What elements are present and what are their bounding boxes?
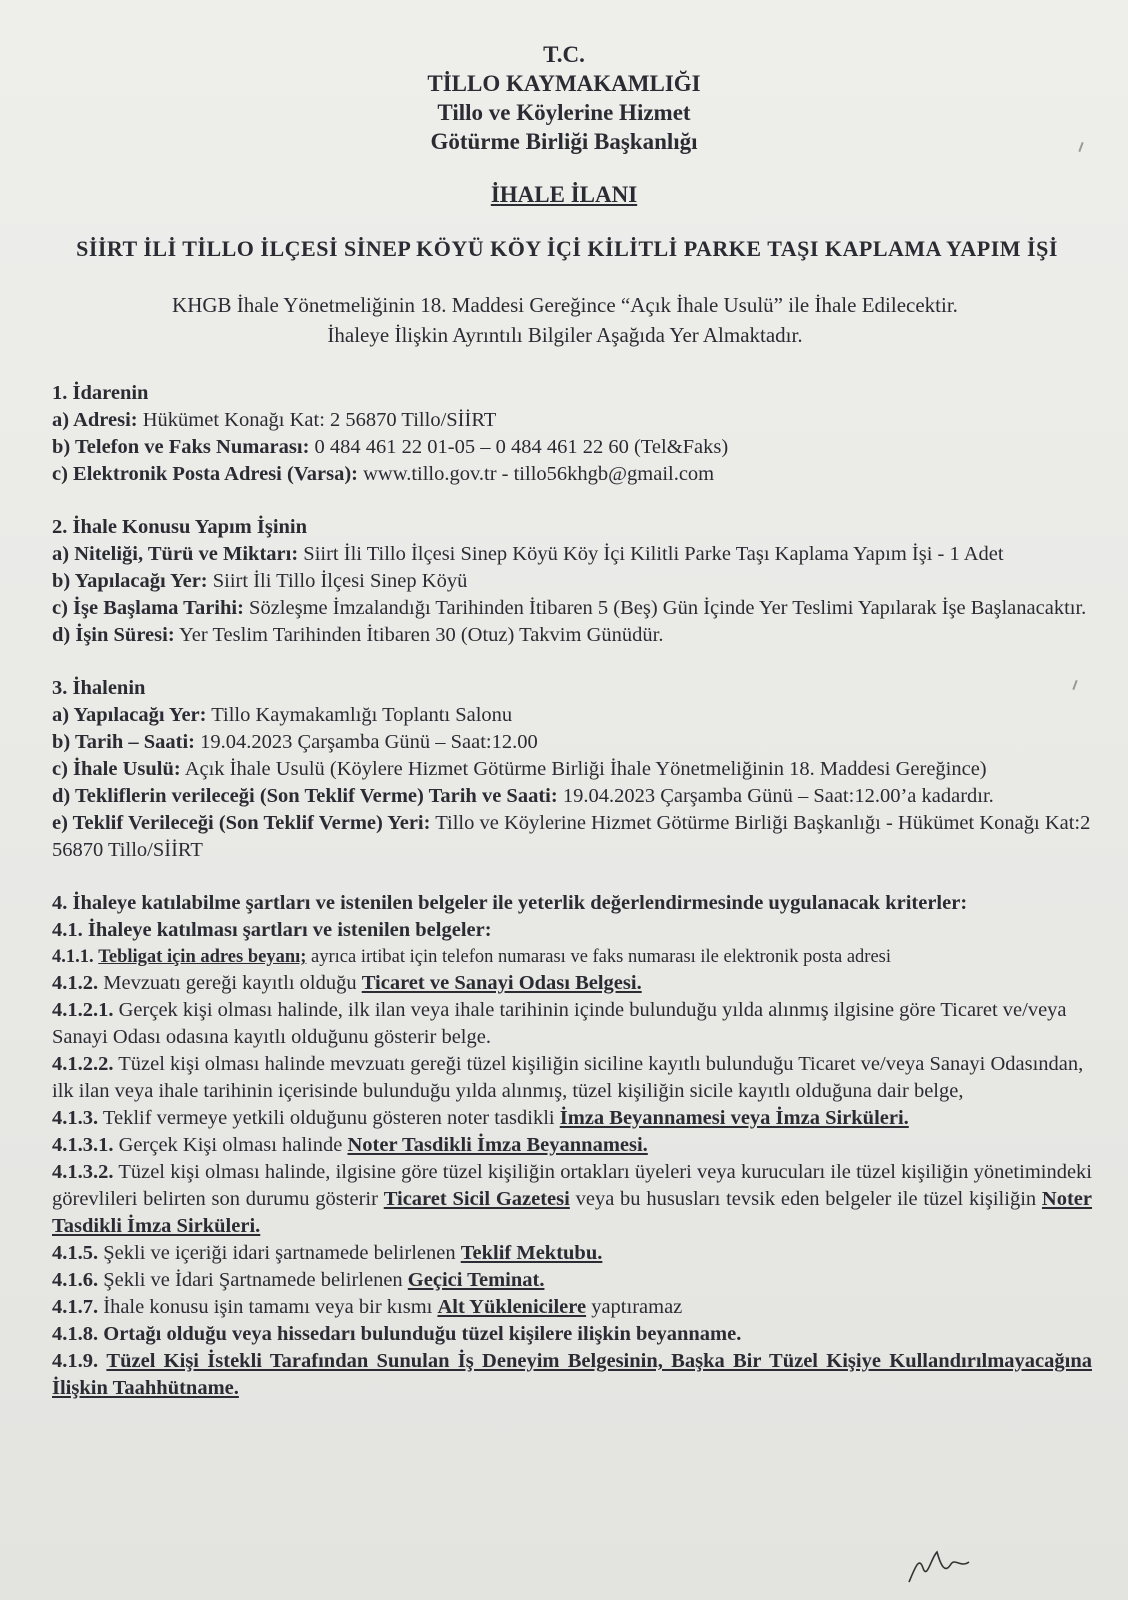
item-text: Tüzel kişi olması halinde mevzuatı gereği tüzel kişiliğin siciline kayıtlı bulunduğu Ticaret ve/veya Sanayi Odasından, ilk ilan veya ihale tarihinin içerisinde bulunduğu yılda alınmış, tüzel kişiliğin sicile kayıtlı olduğuna dair belge, (52, 1053, 1084, 1102)
s2-start-label: c) İşe Başlama Tarihi: (52, 597, 244, 619)
item-number: 4.1.8. (52, 1323, 99, 1345)
s3-datetime-label: b) Tarih – Saati: (52, 731, 195, 753)
s3-submission-label: e) Teklif Verileceği (Son Teklif Verme) Yeri: (52, 812, 431, 834)
section-3 (52, 675, 1092, 864)
letterhead-unit2: Götürme Birliği Başkanlığı (430, 129, 698, 154)
intro-line-1: KHGB İhale Yönetmeliğinin 18. Maddesi Gereğince “Açık İhale Usulü” ile İhale Edilecektir. (172, 293, 958, 317)
s3-place-value: Tillo Kaymakamlığı Toplantı Salonu (206, 704, 513, 726)
intro-line-2: İhaleye İlişkin Ayrıntılı Bilgiler Aşağıda Yer Almaktadır. (327, 323, 803, 347)
section-3-heading: 3. İhalenin (52, 677, 146, 699)
item-text: Gerçek kişi olması halinde, ilk ilan veya ihale tarihinin içinde bulunduğu yılda alınmış ilgisine göre Ticaret ve/veya Sanayi Odası odasına kayıtlı olduğunu gösterir belge. (52, 999, 1067, 1048)
s2-duration-label: d) İşin Süresi: (52, 624, 175, 646)
item-4-1-3 (52, 1105, 1092, 1132)
item-text: İhale konusu işin tamamı veya bir kısmı (98, 1296, 438, 1318)
item-4-1-6 (52, 1267, 1092, 1294)
item-underlined: Tebligat için adres beyanı; (98, 947, 307, 967)
section-1 (52, 380, 1092, 488)
item-text: veya bu hususları tevsik eden belgeler ile tüzel kişiliğin (569, 1188, 1042, 1210)
item-4-1-8 (52, 1321, 1092, 1348)
item-number: 4.1.6. (52, 1269, 99, 1291)
s1-email-label: c) Elektronik Posta Adresi (Varsa): (52, 463, 358, 485)
item-4-1-2 (52, 970, 1092, 997)
item-4-1-1 (52, 944, 1092, 970)
item-text: yaptıramaz (586, 1296, 683, 1318)
section-2-heading: 2. İhale Konusu Yapım İşinin (52, 516, 308, 538)
s3-submission-place (52, 810, 1092, 864)
s1-phone-value: 0 484 461 22 01-05 – 0 484 461 22 60 (Tel&Faks) (309, 436, 729, 458)
item-number: 4.1.3.1. (52, 1134, 114, 1156)
item-4-1-7 (52, 1294, 1092, 1321)
item-underlined: Alt Yüklenicilere (437, 1296, 587, 1318)
s3-deadline-label: d) Tekliflerin verileceği (Son Teklif Verme) Tarih ve Saati: (52, 785, 558, 807)
item-underlined: İmza Beyannamesi veya İmza Sirküleri. (559, 1107, 909, 1129)
item-underlined: Ticaret ve Sanayi Odası Belgesi. (361, 972, 642, 994)
item-text: ayrıca irtibat için telefon numarası ve faks numarası ile elektronik posta adresi (306, 947, 891, 967)
s2-place (52, 568, 1092, 595)
item-text: Tüzel kişi olması halinde, ilgisine göre tüzel kişiliğin ortakları üyeleri veya kurucuları ile tüzel kişiliğin yönetimindeki görevlileri belirten son durumu gösterir (52, 1161, 1092, 1210)
s2-nature-label: a) Niteliği, Türü ve Miktarı: (52, 543, 299, 565)
item-number: 4.1.7. (52, 1296, 99, 1318)
s1-phone (52, 434, 1092, 461)
s3-place-label: a) Yapılacağı Yer: (52, 704, 207, 726)
signature-mark (905, 1538, 975, 1588)
s3-deadline-value: 19.04.2023 Çarşamba Günü – Saat:12.00’a kadardır. (557, 785, 994, 807)
s2-place-value: Siirt İli Tillo İlçesi Sinep Köyü (207, 570, 468, 592)
item-text: Mevzuatı gereği kayıtlı olduğu (98, 972, 362, 994)
tender-subject: SİİRT İLİ TİLLO İLÇESİ SİNEP KÖYÜ KÖY İÇİ KİLİTLİ PARKE TAŞI KAPLAMA YAPIM İŞİ (76, 236, 1058, 261)
document-title: İHALE İLANI (490, 182, 638, 207)
s1-phone-label: b) Telefon ve Faks Numarası: (52, 436, 310, 458)
s3-datetime (52, 729, 1092, 756)
item-number: 4.1.2.2. (52, 1053, 114, 1075)
item-underlined: Ticaret Sicil Gazetesi (383, 1188, 570, 1210)
s3-procedure-value: Açık İhale Usulü (Köylere Hizmet Götürme Birliği İhale Yönetmeliğinin 18. Maddesi Gereğince) (180, 758, 987, 780)
item-number: 4.1.2.1. (52, 999, 114, 1021)
item-underlined: Geçici Teminat. (407, 1269, 545, 1291)
item-number: 4.1.9. (52, 1350, 99, 1372)
section-4-heading: 4. İhaleye katılabilme şartları ve istenilen belgeler ile yeterlik değerlendirmesinde uygulanacak kriterler: (52, 892, 968, 914)
document-body (52, 380, 1092, 1402)
s3-place (52, 702, 1092, 729)
section-4-1-heading: 4.1. İhaleye katılması şartları ve istenilen belgeler: (52, 919, 492, 941)
section-2 (52, 514, 1092, 649)
item-4-1-9 (52, 1348, 1092, 1402)
section-4 (52, 890, 1092, 1402)
s2-start-date (52, 595, 1092, 622)
item-number: 4.1.2. (52, 972, 99, 994)
letterhead-unit1: Tillo ve Köylerine Hizmet (437, 100, 691, 125)
s3-deadline (52, 783, 1092, 810)
s2-start-value: Sözleşme İmzalandığı Tarihinden İtibaren 5 (Beş) Gün İçinde Yer Teslimi Yapılarak İşe Başlanacaktır. (243, 597, 1087, 619)
item-4-1-2-2 (52, 1051, 1092, 1105)
s3-submission-value: Tillo ve Köylerine Hizmet Götürme Birliği Başkanlığı - Hükümet Konağı Kat:2 56870 Tillo/SİİRT (52, 812, 1091, 861)
item-underlined: Tüzel Kişi İstekli Tarafından Sunulan İş Deneyim Belgesinin, Başka Bir Tüzel Kişiye Kullandırılmayacağına İlişkin Taahhütname. (52, 1350, 1092, 1399)
item-number: 4.1.3. (52, 1107, 99, 1129)
s2-place-label: b) Yapılacağı Yer: (52, 570, 208, 592)
letterhead-org: TİLLO KAYMAKAMLIĞI (427, 71, 701, 96)
letterhead-tc: T.C. (543, 42, 585, 67)
item-underlined: Noter Tasdikli İmza Beyannamesi. (347, 1134, 648, 1156)
item-number: 4.1.5. (52, 1242, 99, 1264)
s2-duration (52, 622, 1092, 649)
item-text: Şekli ve içeriği idari şartnamede belirlenen (98, 1242, 461, 1264)
item-text: Ortağı olduğu veya hissedarı bulunduğu tüzel kişilere ilişkin beyanname. (98, 1323, 742, 1345)
s3-procedure-label: c) İhale Usulü: (52, 758, 181, 780)
item-text: Şekli ve İdari Şartnamede belirlenen (98, 1269, 408, 1291)
item-4-1-5 (52, 1240, 1092, 1267)
s1-email-value: www.tillo.gov.tr - tillo56khgb@gmail.com (357, 463, 715, 485)
item-underlined: Teklif Mektubu. (460, 1242, 603, 1264)
item-underlined: Noter Tasdikli İmza Sirküleri. (52, 1188, 1093, 1237)
item-text: Teklif vermeye yetkili olduğunu gösteren noter tasdikli (98, 1107, 560, 1129)
s1-address-label: a) Adresi: (52, 409, 138, 431)
s1-email (52, 461, 1092, 488)
s1-address (52, 407, 1092, 434)
intro-text (80, 290, 1050, 350)
s2-duration-value: Yer Teslim Tarihinden İtibaren 30 (Otuz) Takvim Günüdür. (174, 624, 664, 646)
s2-nature (52, 541, 1092, 568)
section-1-heading: 1. İdarenin (52, 382, 149, 404)
item-4-1-3-2 (52, 1159, 1092, 1240)
item-4-1-2-1 (52, 997, 1092, 1051)
s1-address-value: Hükümet Konağı Kat: 2 56870 Tillo/SİİRT (137, 409, 497, 431)
letterhead (0, 40, 1128, 156)
item-number: 4.1.1. (52, 947, 94, 967)
s3-procedure (52, 756, 1092, 783)
s3-datetime-value: 19.04.2023 Çarşamba Günü – Saat:12.00 (194, 731, 538, 753)
item-text: Gerçek Kişi olması halinde (113, 1134, 348, 1156)
item-number: 4.1.3.2. (52, 1161, 114, 1183)
s2-nature-value: Siirt İli Tillo İlçesi Sinep Köyü Köy İçi Kilitli Parke Taşı Kaplama Yapım İşi - 1 Adet (298, 543, 1004, 565)
item-4-1-3-1 (52, 1132, 1092, 1159)
